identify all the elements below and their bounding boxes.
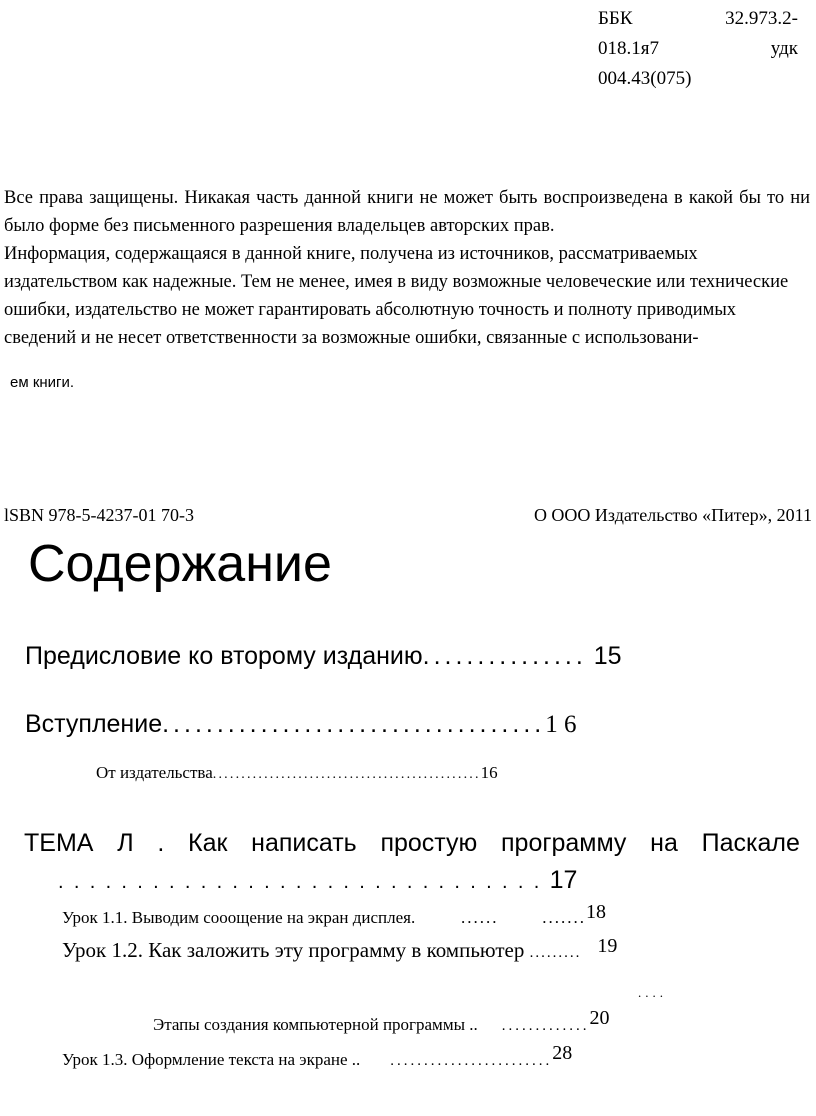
classification-codes [598, 4, 798, 94]
toc-topic-heading [24, 829, 800, 858]
topic-word: . [157, 829, 165, 857]
toc-page-number: 16 [480, 763, 498, 782]
toc-lesson [62, 901, 606, 929]
toc-lesson [62, 935, 618, 963]
udk-code: 004.43(075) [598, 68, 692, 89]
toc-entry-label: Этапы создания компьютерной программы .. [153, 1015, 478, 1034]
bbk-code: 32.973.2- [725, 8, 798, 29]
udk-label: удк [770, 38, 798, 59]
toc-entry [25, 642, 622, 671]
toc-page-number: 19 [597, 935, 618, 957]
toc-leader-dots: ............................... [58, 871, 550, 893]
toc-page-number: 18 [586, 901, 606, 923]
toc-entry-label: От издательства [96, 763, 213, 782]
toc-page-number: 15 [593, 642, 622, 670]
topic-word: Л [117, 829, 134, 857]
toc-leader-dots: ................................... [162, 710, 546, 738]
toc-leader-dots: ............................................... [212, 767, 481, 782]
toc-entry-label: Предисловие ко второму изданию [25, 642, 423, 670]
topic-word: простую [380, 829, 478, 857]
toc-leader-dots: ........................ [390, 1053, 553, 1069]
toc-page-number: 1 6 [545, 711, 577, 738]
toc-topic-leader [58, 866, 577, 895]
toc-entry [25, 710, 576, 739]
page-title: Содержание [28, 535, 332, 593]
toc-leader-dots: .... [638, 985, 667, 1000]
toc-entry-label: Урок 1.3. Оформление текста на экране .. [62, 1050, 361, 1069]
toc-entry-label: Урок 1.2. Как заложить эту программу в компьютер [62, 938, 525, 962]
toc-page-number: 28 [552, 1042, 573, 1064]
toc-leader-dots: ............. [501, 1018, 590, 1034]
toc-page-number: 20 [589, 1007, 610, 1029]
toc-lesson [153, 1007, 610, 1036]
topic-word: ТЕМА [24, 829, 94, 857]
toc-leader-dots: ......... [529, 945, 582, 961]
topic-word: программу [501, 829, 627, 857]
toc-entry [96, 763, 498, 783]
topic-word: Как [188, 829, 228, 857]
copyright: О ООО Издательство «Питер», 2011 [533, 505, 812, 525]
topic-word: на [650, 829, 678, 857]
toc-leader-dots: . ...... ....... [411, 908, 586, 927]
rights-notice [4, 184, 810, 352]
rights-paragraph-1: Все права защищены. Никакая часть данной книги не может быть воспроизведена в какой бы то ни было форме без письменного разрешения владельцев авторских прав. [4, 188, 810, 236]
isbn: lSBN 978-5-4237-01 70-3 [4, 505, 194, 525]
topic-word: написать [251, 829, 357, 857]
rights-paragraph-tail: ем книги. [10, 374, 75, 391]
toc-entry-label: Вступление [25, 710, 163, 738]
topic-word: Паскале [701, 829, 800, 857]
bbk-label: ББК [598, 8, 633, 29]
bbk-code-cont: 018.1я7 [598, 38, 659, 59]
rights-paragraph-2: Информация, содержащаяся в данной книге, получена из источников, рассматриваемых издательством как надежные. Тем не менее, имея в виду возможные человеческие или технические ошибки, издательство не может гарантировать абсолютную точность и полноту приводимых сведений и не несет ответственности за возможные ошибки, связанные с использовани- [4, 244, 789, 348]
toc-leader-dots: ............... [422, 642, 587, 670]
toc-page-number: 17 [549, 866, 578, 894]
toc-lesson [62, 1042, 573, 1071]
toc-entry-label: Урок 1.1. Выводим сооощение на экран дисплея [62, 908, 411, 927]
